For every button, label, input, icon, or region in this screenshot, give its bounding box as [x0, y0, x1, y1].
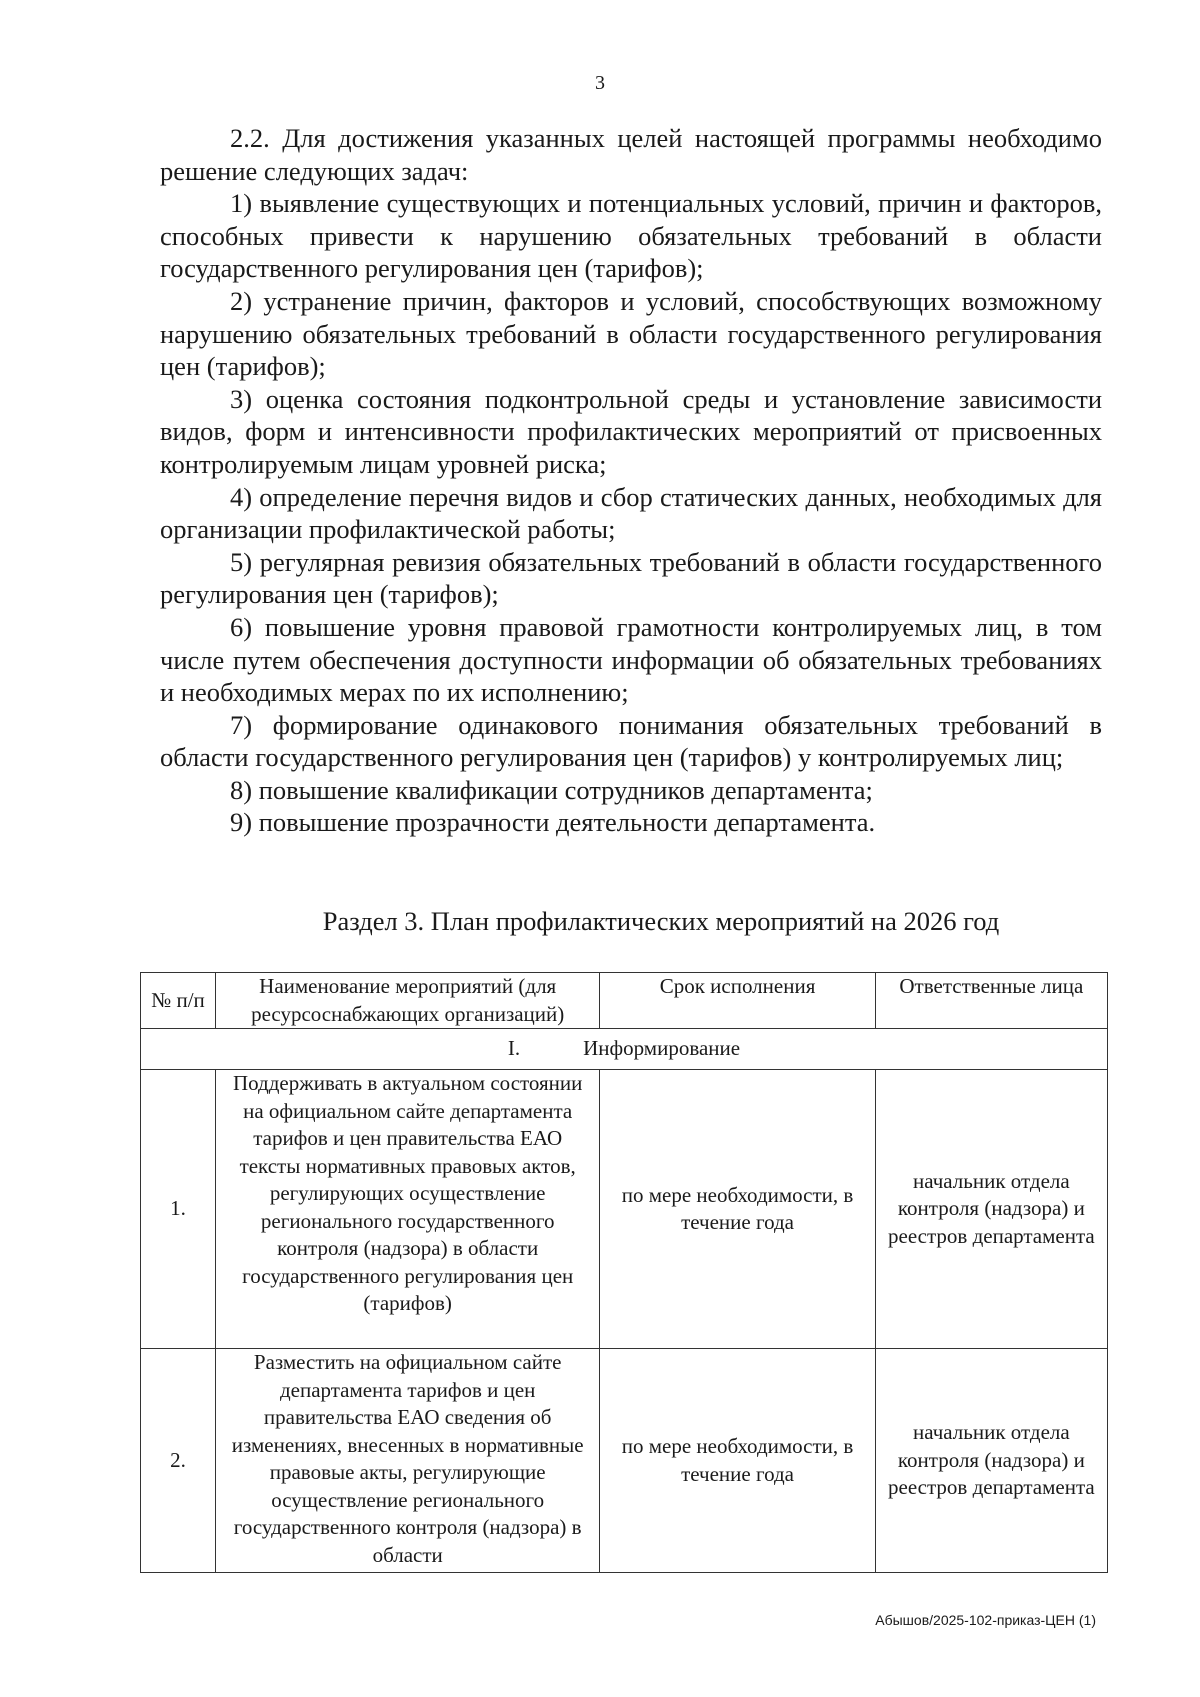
task-item-5: 5) регулярная ревизия обязательных требований в области государственного регулирования цен (тарифов); — [160, 546, 1102, 610]
task-item-3: 3) оценка состояния подконтрольной среды и установление зависимости видов, форм и интенсивности профилактических мероприятий от присвоенных контролируемым лицам уровней риска; — [160, 383, 1102, 479]
row-name: Разместить на официальном сайте департамента тарифов и цен правительства ЕАО сведения об изменениях, внесенных в нормативные правовые акты, регулирующие осуществление регионального государственного контроля (надзора) в области — [216, 1349, 600, 1573]
table-row — [141, 1349, 1108, 1573]
footer-reference: Абышов/2025-102-приказ-ЦЕН (1) — [875, 1612, 1096, 1628]
header-number: № п/п — [141, 973, 216, 1029]
row-term: по мере необходимости, в течение года — [600, 1349, 875, 1573]
page-number: 3 — [595, 72, 605, 94]
row-number: 2. — [141, 1349, 216, 1573]
header-name: Наименование мероприятий (для ресурсоснабжающих организаций) — [216, 973, 600, 1029]
paragraph-intro: 2.2. Для достижения указанных целей настоящей программы необходимо решение следующих задач: — [160, 123, 1102, 186]
row-number: 1. — [141, 1070, 216, 1349]
task-item-6: 6) повышение уровня правовой грамотности контролируемых лиц, в том числе путем обеспечения доступности информации об обязательных требованиях и необходимых мерах по их исполнению; — [160, 611, 1102, 708]
task-item-7: 7) формирование одинакового понимания обязательных требований в области государственного регулирования цен (тарифов) у контролируемых лиц; — [160, 709, 1102, 773]
table-row — [141, 1070, 1108, 1349]
document-body — [160, 122, 1102, 839]
table-header-row — [141, 973, 1108, 1029]
task-item-8: 8) повышение квалификации сотрудников департамента; — [230, 774, 873, 805]
task-item-2: 2) устранение причин, факторов и условий, способствующих возможному нарушению обязательных требований в области государственного регулирования цен (тарифов); — [160, 285, 1102, 382]
section-heading: Раздел 3. План профилактических мероприятий на 2026 год — [322, 906, 1000, 936]
row-responsible: начальник отдела контроля (надзора) и реестров департамента — [875, 1349, 1107, 1573]
row-name: Поддерживать в актуальном состоянии на официальном сайте департамента тарифов и цен правительства ЕАО тексты нормативных правовых актов, регулирующих осуществление регионального государственного контроля (надзора) в области государственного регулирования цен (тарифов) — [216, 1070, 600, 1349]
plan-table — [140, 972, 1108, 1573]
task-item-4: 4) определение перечня видов и сбор статических данных, необходимых для организации профилактической работы; — [160, 481, 1102, 545]
section-title: I. Информирование — [141, 1029, 1108, 1070]
table-section-row — [141, 1029, 1108, 1070]
row-responsible: начальник отдела контроля (надзора) и реестров департамента — [875, 1070, 1107, 1349]
header-responsible: Ответственные лица — [875, 973, 1107, 1029]
row-term: по мере необходимости, в течение года — [600, 1070, 875, 1349]
task-item-9: 9) повышение прозрачности деятельности департамента. — [230, 807, 876, 838]
header-term: Срок исполнения — [600, 973, 875, 1029]
task-item-1: 1) выявление существующих и потенциальных условий, причин и факторов, способных привести к нарушению обязательных требований в области государственного регулирования цен (тарифов); — [160, 188, 1102, 284]
